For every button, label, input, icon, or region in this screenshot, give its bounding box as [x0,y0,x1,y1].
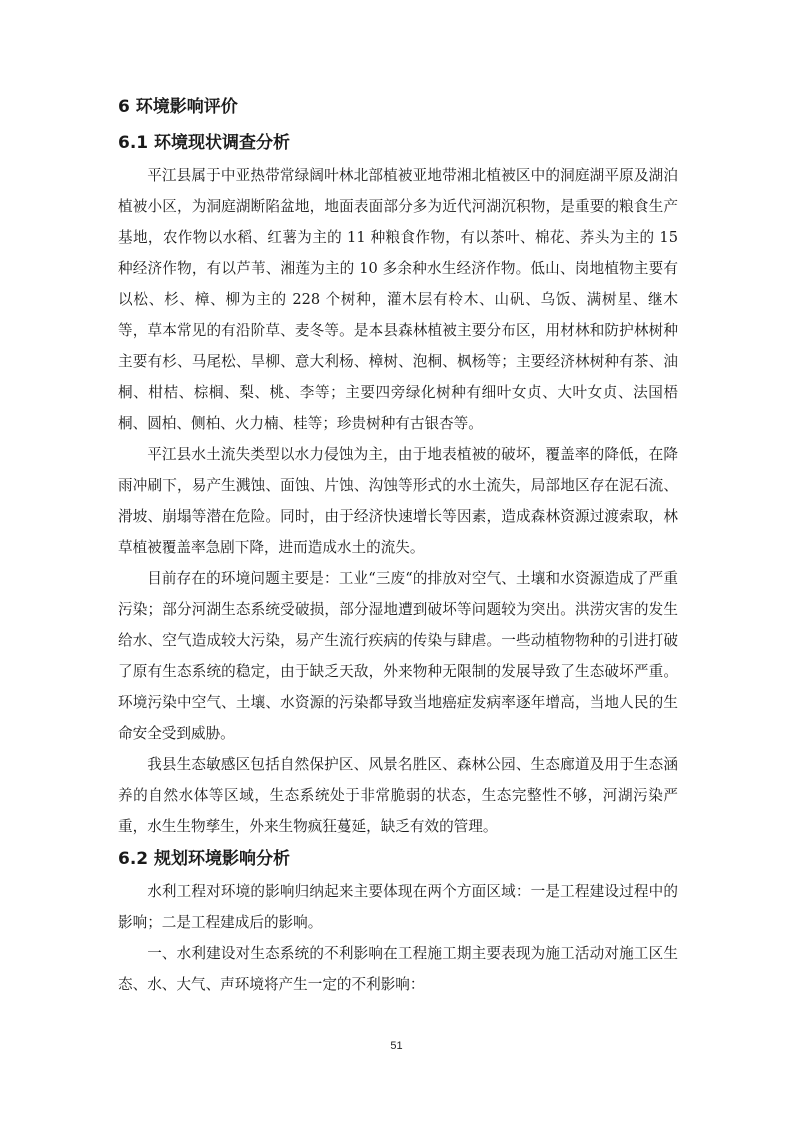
page-number: 51 [390,1040,403,1052]
chapter-heading: 6 环境影响评价 [118,97,238,117]
paragraph-construction-impact: 一、水利建设对生态系统的不利影响在工程施工期主要表现为施工活动对施工区生态、水、大气、声环境将产生一定的不利影响： [118,945,678,993]
paragraph-sensitive-areas: 我县生态敏感区包括自然保护区、风景名胜区、森林公园、生态廊道及用于生态涵养的自然水体等区域，生态系统处于非常脆弱的状态，生态完整性不够，河湖污染严重，水生生物孳生，外来生物疯狂蔓延，缺乏有效的管理。 [118,756,678,835]
paragraph-impact-overview: 水利工程对环境的影响归纳起来主要体现在两个方面区域：一是工程建设过程中的影响；二是工程建成后的影响。 [118,883,678,931]
paragraph-environmental-problems: 目前存在的环境问题主要是：工业“三废“的排放对空气、土壤和水资源造成了严重污染；部分河湖生态系统受破损，部分湿地遭到破坏等问题较为突出。洪涝灾害的发生给水、空气造成较大污染，易产生流行疾病的传染与肆虐。一些动植物物种的引进打破了原有生态系统的稳定，由于缺乏天敌，外来物种无限制的发展导致了生态破坏严重。环境污染中空气、土壤、水资源的污染都导致当地癌症发病率逐年增高，当地人民的生命安全受到威胁。 [118,570,678,742]
paragraph-vegetation: 平江县属于中亚热带常绿阔叶林北部植被亚地带湘北植被区中的洞庭湖平原及湖泊植被小区，为洞庭湖断陷盆地，地面表面部分多为近代河湖沉积物，是重要的粮食生产基地，农作物以水稻、红薯为主的 11 种粮食作物，有以茶叶、棉花、荞头为主的 15 种经济作物，有以芦苇、湘莲为主的 10 多余种水生经济作物。低山、岗地植物主要有以松、杉、樟、柳为主的 228 个树种，灌木层有柃木、山矾、乌饭、满树星、继木等，草本常见的有沿阶草、麦冬等。是本县森林植被主要分布区，用材林和防护林树种主要有杉、马尾松、旱柳、意大利杨、樟树、泡桐、枫杨等；主要经济林树种有茶、油桐、柑桔、棕榈、梨、桃、李等；主要四旁绿化树种有细叶女贞、大叶女贞、法国梧桐、圆柏、侧柏、火力楠、桂等；珍贵树种有古银杏等。 [118,167,678,432]
section-heading-6-2: 6.2 规划环境影响分析 [118,849,291,869]
paragraph-soil-erosion: 平江县水土流失类型以水力侵蚀为主，由于地表植被的破坏，覆盖率的降低，在降雨冲刷下，易产生溅蚀、面蚀、片蚀、沟蚀等形式的水土流失，局部地区存在泥石流、滑坡、崩塌等潜在危险。同时，由于经济快速增长等因素，造成森林资源过渡索取，林草植被覆盖率急剧下降，进而造成水土的流失。 [118,446,678,556]
section-heading-6-1: 6.1 环境现状调查分析 [118,133,291,153]
page-content [118,92,678,1000]
